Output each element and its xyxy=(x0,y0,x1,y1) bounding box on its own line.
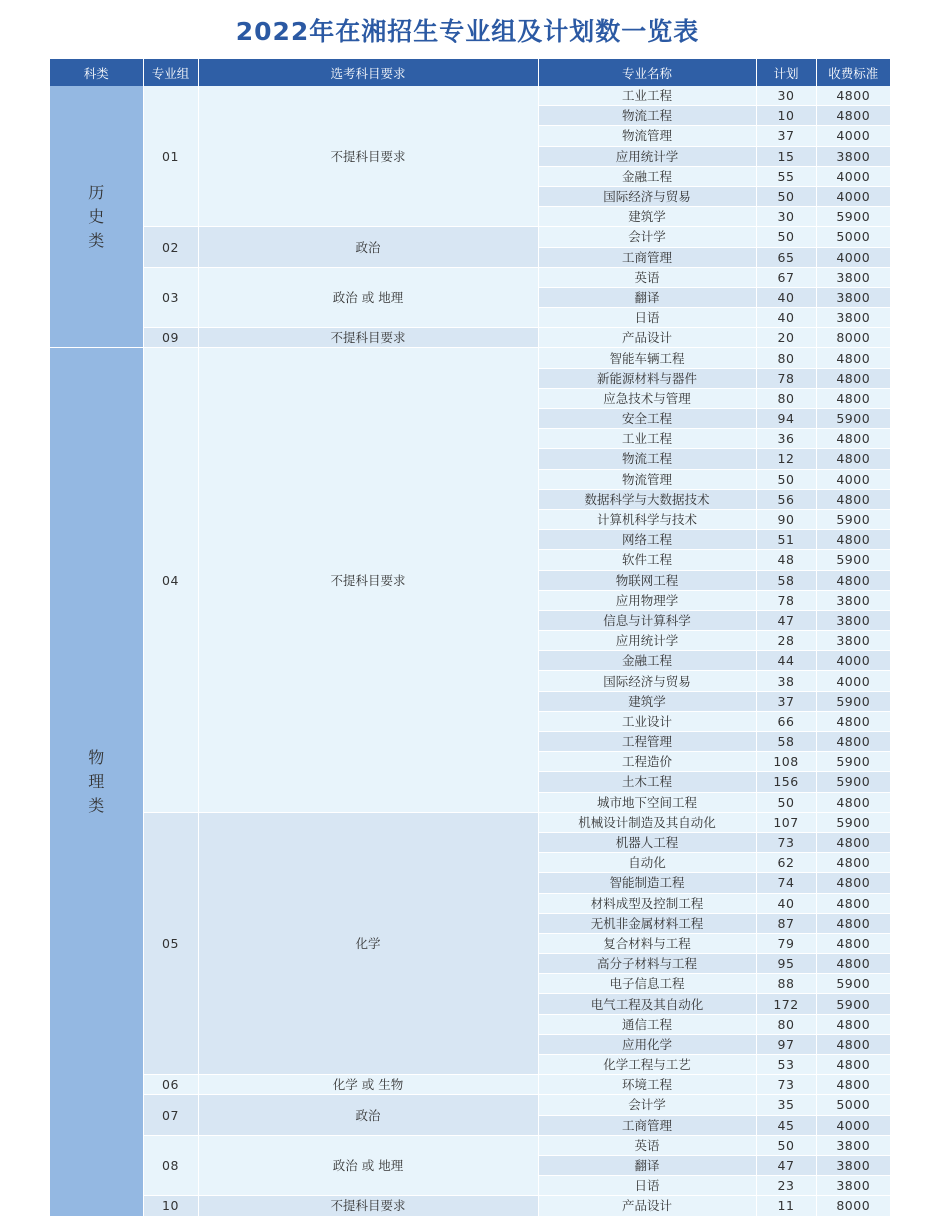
fee-cell: 3800 xyxy=(816,1155,890,1175)
fee-cell: 5900 xyxy=(816,207,890,227)
plan-cell: 65 xyxy=(756,247,816,267)
plan-cell: 97 xyxy=(756,1034,816,1054)
major-name-cell: 物流管理 xyxy=(538,469,756,489)
fee-cell: 4000 xyxy=(816,186,890,206)
plan-cell: 87 xyxy=(756,913,816,933)
fee-cell: 4800 xyxy=(816,106,890,126)
fee-cell: 3800 xyxy=(816,1176,890,1196)
plan-cell: 30 xyxy=(756,86,816,106)
major-name-cell: 翻译 xyxy=(538,287,756,307)
fee-cell: 4800 xyxy=(816,1075,890,1095)
major-name-cell: 英语 xyxy=(538,267,756,287)
fee-cell: 4800 xyxy=(816,732,890,752)
fee-cell: 4800 xyxy=(816,933,890,953)
plan-cell: 40 xyxy=(756,287,816,307)
plan-cell: 50 xyxy=(756,792,816,812)
fee-cell: 4000 xyxy=(816,651,890,671)
major-name-cell: 信息与计算科学 xyxy=(538,610,756,630)
fee-cell: 8000 xyxy=(816,1196,890,1216)
group-code-cell: 09 xyxy=(143,328,198,348)
plan-cell: 58 xyxy=(756,732,816,752)
major-name-cell: 产品设计 xyxy=(538,1196,756,1216)
plan-cell: 15 xyxy=(756,146,816,166)
major-name-cell: 应用统计学 xyxy=(538,631,756,651)
plan-cell: 80 xyxy=(756,348,816,368)
major-name-cell: 无机非金属材料工程 xyxy=(538,913,756,933)
major-name-cell: 复合材料与工程 xyxy=(538,933,756,953)
plan-cell: 48 xyxy=(756,550,816,570)
requirement-cell: 不提科目要求 xyxy=(198,1196,538,1216)
category-char: 类 xyxy=(88,230,105,250)
group-code-cell: 01 xyxy=(143,86,198,227)
major-name-cell: 材料成型及控制工程 xyxy=(538,893,756,913)
fee-cell: 3800 xyxy=(816,1135,890,1155)
plan-cell: 56 xyxy=(756,489,816,509)
requirement-cell: 政治 或 地理 xyxy=(198,267,538,328)
plan-cell: 45 xyxy=(756,1115,816,1135)
fee-cell: 4800 xyxy=(816,388,890,408)
major-name-cell: 金融工程 xyxy=(538,166,756,186)
plan-cell: 47 xyxy=(756,610,816,630)
major-name-cell: 建筑学 xyxy=(538,691,756,711)
major-name-cell: 工商管理 xyxy=(538,1115,756,1135)
fee-cell: 3800 xyxy=(816,308,890,328)
plan-cell: 156 xyxy=(756,772,816,792)
major-name-cell: 会计学 xyxy=(538,227,756,247)
plan-cell: 55 xyxy=(756,166,816,186)
category-char: 史 xyxy=(88,206,105,226)
fee-cell: 4000 xyxy=(816,126,890,146)
fee-cell: 4800 xyxy=(816,832,890,852)
plan-cell: 88 xyxy=(756,974,816,994)
fee-cell: 5900 xyxy=(816,994,890,1014)
fee-cell: 3800 xyxy=(816,590,890,610)
plan-cell: 50 xyxy=(756,227,816,247)
plan-cell: 37 xyxy=(756,126,816,146)
major-name-cell: 软件工程 xyxy=(538,550,756,570)
plan-cell: 90 xyxy=(756,509,816,529)
plan-cell: 44 xyxy=(756,651,816,671)
plan-cell: 36 xyxy=(756,429,816,449)
major-name-cell: 日语 xyxy=(538,1176,756,1196)
fee-cell: 5900 xyxy=(816,752,890,772)
plan-cell: 10 xyxy=(756,106,816,126)
major-name-cell: 金融工程 xyxy=(538,651,756,671)
fee-cell: 3800 xyxy=(816,631,890,651)
major-name-cell: 工程管理 xyxy=(538,732,756,752)
major-name-cell: 物流工程 xyxy=(538,106,756,126)
group-code-cell: 02 xyxy=(143,227,198,267)
plan-cell: 38 xyxy=(756,671,816,691)
major-name-cell: 产品设计 xyxy=(538,328,756,348)
fee-cell: 4000 xyxy=(816,1115,890,1135)
major-name-cell: 化学工程与工艺 xyxy=(538,1055,756,1075)
major-name-cell: 应用化学 xyxy=(538,1034,756,1054)
major-name-cell: 数据科学与大数据技术 xyxy=(538,489,756,509)
fee-cell: 4800 xyxy=(816,368,890,388)
major-name-cell: 工业工程 xyxy=(538,429,756,449)
table-row xyxy=(50,267,890,287)
fee-cell: 5900 xyxy=(816,772,890,792)
fee-cell: 4800 xyxy=(816,1014,890,1034)
plan-cell: 78 xyxy=(756,368,816,388)
major-name-cell: 物联网工程 xyxy=(538,570,756,590)
plan-cell: 58 xyxy=(756,570,816,590)
fee-cell: 4000 xyxy=(816,247,890,267)
major-name-cell: 电气工程及其自动化 xyxy=(538,994,756,1014)
table-header-row xyxy=(50,59,890,86)
table-row xyxy=(50,227,890,247)
fee-cell: 3800 xyxy=(816,287,890,307)
group-code-cell: 06 xyxy=(143,1075,198,1095)
fee-cell: 4800 xyxy=(816,570,890,590)
fee-cell: 4800 xyxy=(816,711,890,731)
category-cell xyxy=(50,86,143,348)
major-name-cell: 智能车辆工程 xyxy=(538,348,756,368)
major-name-cell: 城市地下空间工程 xyxy=(538,792,756,812)
major-name-cell: 日语 xyxy=(538,308,756,328)
plan-cell: 40 xyxy=(756,308,816,328)
table-row xyxy=(50,86,890,106)
plan-cell: 47 xyxy=(756,1155,816,1175)
fee-cell: 4800 xyxy=(816,530,890,550)
plan-cell: 107 xyxy=(756,812,816,832)
plan-cell: 66 xyxy=(756,711,816,731)
fee-cell: 5900 xyxy=(816,812,890,832)
requirement-cell: 不提科目要求 xyxy=(198,348,538,812)
header-category: 科类 xyxy=(50,59,143,86)
major-name-cell: 英语 xyxy=(538,1135,756,1155)
category-char: 历 xyxy=(88,182,105,202)
major-name-cell: 物流管理 xyxy=(538,126,756,146)
requirement-cell: 政治 xyxy=(198,227,538,267)
plan-cell: 50 xyxy=(756,1135,816,1155)
table-row xyxy=(50,1095,890,1115)
fee-cell: 4000 xyxy=(816,166,890,186)
fee-cell: 5900 xyxy=(816,974,890,994)
major-name-cell: 物流工程 xyxy=(538,449,756,469)
major-name-cell: 环境工程 xyxy=(538,1075,756,1095)
enrollment-plan-table xyxy=(50,59,890,1217)
header-fee: 收费标准 xyxy=(816,59,890,86)
plan-cell: 28 xyxy=(756,631,816,651)
major-name-cell: 新能源材料与器件 xyxy=(538,368,756,388)
header-plan: 计划 xyxy=(756,59,816,86)
major-name-cell: 机械设计制造及其自动化 xyxy=(538,812,756,832)
category-char: 类 xyxy=(88,795,105,815)
requirement-cell: 不提科目要求 xyxy=(198,328,538,348)
major-name-cell: 工商管理 xyxy=(538,247,756,267)
plan-cell: 37 xyxy=(756,691,816,711)
fee-cell: 3800 xyxy=(816,146,890,166)
fee-cell: 3800 xyxy=(816,267,890,287)
fee-cell: 4800 xyxy=(816,1055,890,1075)
plan-cell: 172 xyxy=(756,994,816,1014)
plan-cell: 12 xyxy=(756,449,816,469)
table-row xyxy=(50,1075,890,1095)
plan-cell: 67 xyxy=(756,267,816,287)
fee-cell: 5000 xyxy=(816,227,890,247)
plan-cell: 20 xyxy=(756,328,816,348)
table-row xyxy=(50,348,890,368)
major-name-cell: 会计学 xyxy=(538,1095,756,1115)
major-name-cell: 国际经济与贸易 xyxy=(538,186,756,206)
plan-cell: 74 xyxy=(756,873,816,893)
plan-cell: 30 xyxy=(756,207,816,227)
plan-cell: 53 xyxy=(756,1055,816,1075)
fee-cell: 5900 xyxy=(816,550,890,570)
category-cell xyxy=(50,348,143,1216)
header-major: 专业名称 xyxy=(538,59,756,86)
fee-cell: 4800 xyxy=(816,429,890,449)
major-name-cell: 安全工程 xyxy=(538,409,756,429)
major-name-cell: 土木工程 xyxy=(538,772,756,792)
fee-cell: 5000 xyxy=(816,1095,890,1115)
major-name-cell: 电子信息工程 xyxy=(538,974,756,994)
fee-cell: 5900 xyxy=(816,509,890,529)
group-code-cell: 10 xyxy=(143,1196,198,1216)
plan-cell: 50 xyxy=(756,469,816,489)
table-row xyxy=(50,1135,890,1155)
fee-cell: 4800 xyxy=(816,1034,890,1054)
plan-cell: 108 xyxy=(756,752,816,772)
major-name-cell: 应急技术与管理 xyxy=(538,388,756,408)
plan-cell: 50 xyxy=(756,186,816,206)
fee-cell: 4800 xyxy=(816,853,890,873)
major-name-cell: 高分子材料与工程 xyxy=(538,954,756,974)
fee-cell: 4000 xyxy=(816,469,890,489)
plan-cell: 73 xyxy=(756,1075,816,1095)
major-name-cell: 工业设计 xyxy=(538,711,756,731)
plan-cell: 40 xyxy=(756,893,816,913)
group-code-cell: 04 xyxy=(143,348,198,812)
major-name-cell: 应用物理学 xyxy=(538,590,756,610)
plan-cell: 11 xyxy=(756,1196,816,1216)
fee-cell: 4800 xyxy=(816,489,890,509)
plan-cell: 78 xyxy=(756,590,816,610)
fee-cell: 5900 xyxy=(816,691,890,711)
major-name-cell: 国际经济与贸易 xyxy=(538,671,756,691)
requirement-cell: 政治 或 地理 xyxy=(198,1135,538,1196)
major-name-cell: 翻译 xyxy=(538,1155,756,1175)
group-code-cell: 05 xyxy=(143,812,198,1074)
major-name-cell: 工业工程 xyxy=(538,86,756,106)
major-name-cell: 建筑学 xyxy=(538,207,756,227)
major-name-cell: 自动化 xyxy=(538,853,756,873)
plan-cell: 73 xyxy=(756,832,816,852)
group-code-cell: 08 xyxy=(143,1135,198,1196)
major-name-cell: 智能制造工程 xyxy=(538,873,756,893)
major-name-cell: 机器人工程 xyxy=(538,832,756,852)
fee-cell: 3800 xyxy=(816,610,890,630)
plan-cell: 80 xyxy=(756,388,816,408)
plan-cell: 62 xyxy=(756,853,816,873)
category-char: 物 xyxy=(88,747,105,767)
plan-cell: 35 xyxy=(756,1095,816,1115)
major-name-cell: 工程造价 xyxy=(538,752,756,772)
requirement-cell: 化学 xyxy=(198,812,538,1074)
header-group: 专业组 xyxy=(143,59,198,86)
group-code-cell: 03 xyxy=(143,267,198,328)
category-char: 理 xyxy=(88,771,105,791)
requirement-cell: 不提科目要求 xyxy=(198,86,538,227)
plan-cell: 23 xyxy=(756,1176,816,1196)
major-name-cell: 应用统计学 xyxy=(538,146,756,166)
major-name-cell: 通信工程 xyxy=(538,1014,756,1034)
fee-cell: 4800 xyxy=(816,86,890,106)
major-name-cell: 计算机科学与技术 xyxy=(538,509,756,529)
plan-cell: 51 xyxy=(756,530,816,550)
fee-cell: 4800 xyxy=(816,954,890,974)
table-row xyxy=(50,1196,890,1216)
fee-cell: 4800 xyxy=(816,449,890,469)
requirement-cell: 政治 xyxy=(198,1095,538,1135)
table-body xyxy=(50,86,890,1216)
plan-cell: 95 xyxy=(756,954,816,974)
major-name-cell: 网络工程 xyxy=(538,530,756,550)
page-title: 2022年在湘招生专业组及计划数一览表 xyxy=(235,17,700,46)
plan-cell: 80 xyxy=(756,1014,816,1034)
requirement-cell: 化学 或 生物 xyxy=(198,1075,538,1095)
table-row xyxy=(50,328,890,348)
table-row xyxy=(50,812,890,832)
fee-cell: 8000 xyxy=(816,328,890,348)
header-requirement: 选考科目要求 xyxy=(198,59,538,86)
plan-cell: 79 xyxy=(756,933,816,953)
fee-cell: 4800 xyxy=(816,873,890,893)
fee-cell: 4800 xyxy=(816,792,890,812)
fee-cell: 5900 xyxy=(816,409,890,429)
fee-cell: 4800 xyxy=(816,913,890,933)
group-code-cell: 07 xyxy=(143,1095,198,1135)
fee-cell: 4800 xyxy=(816,348,890,368)
fee-cell: 4000 xyxy=(816,671,890,691)
plan-cell: 94 xyxy=(756,409,816,429)
fee-cell: 4800 xyxy=(816,893,890,913)
